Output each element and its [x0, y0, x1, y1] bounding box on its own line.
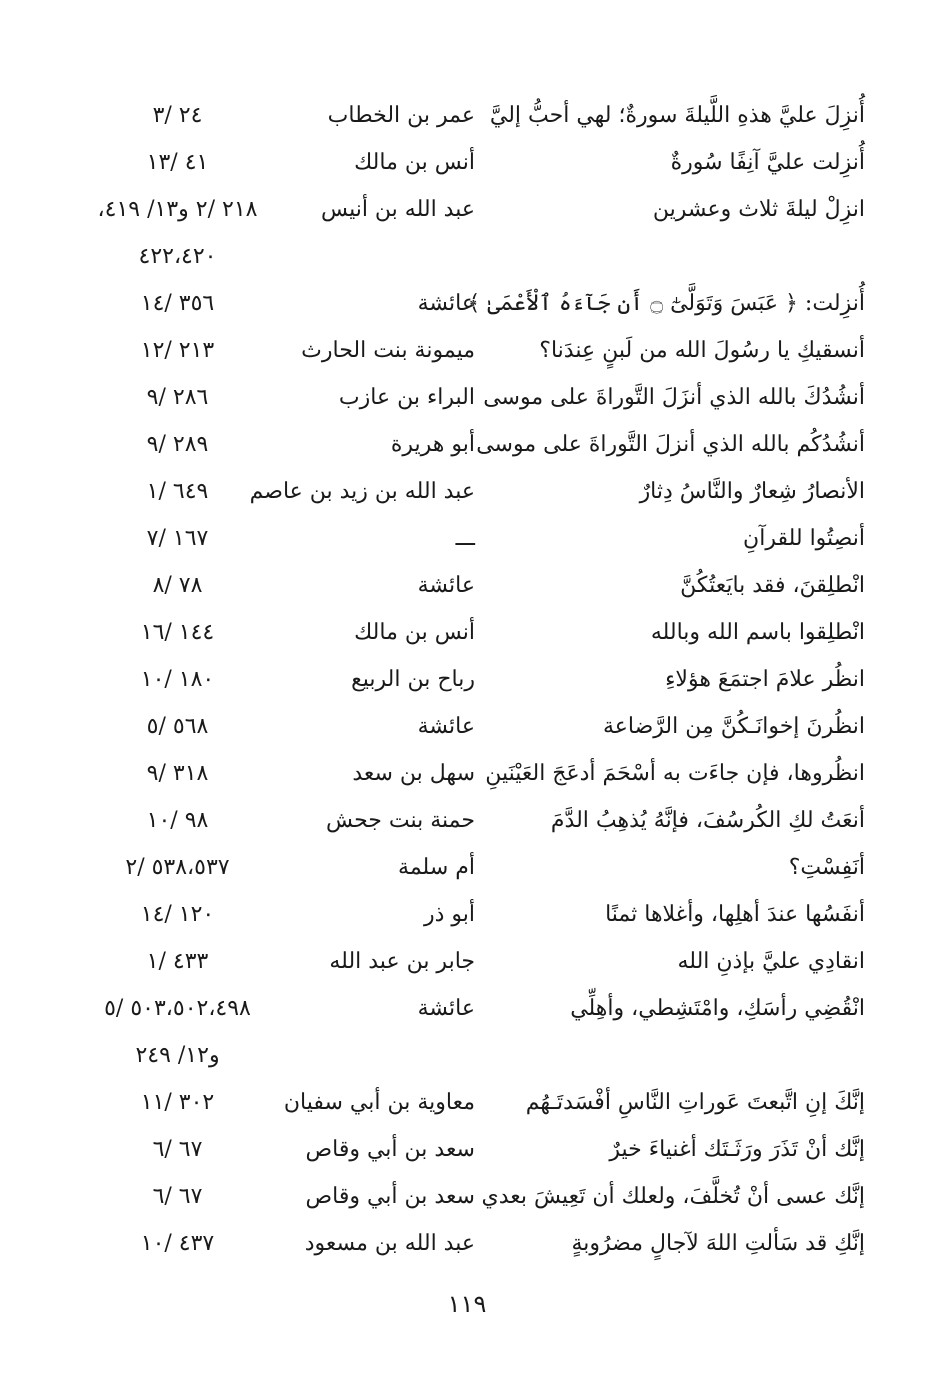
index-row — [80, 186, 865, 233]
hadith-text: انظُروها، فإن جاءَت به أسْحَمَ أدعَجَ العَيْنَينِ — [485, 761, 865, 786]
hadith-text: أنصِتُوا للقرآنِ — [743, 526, 865, 551]
volume-page-reference: ٢١٨ /٢ و١٣/ ٤١٩، — [97, 197, 258, 222]
volume-page-reference: ٥٣٨،٥٣٧ /٢ — [125, 855, 230, 880]
narrator-name: عبد الله بن مسعود — [304, 1231, 475, 1256]
volume-page-reference: ١٢٠ /١٤ — [140, 902, 215, 927]
volume-page-reference: ٣٥٦ /١٤ — [140, 291, 215, 316]
volume-page-reference: ٣٠٢ /١١ — [140, 1090, 215, 1115]
index-row — [80, 750, 865, 797]
hadith-text — [475, 1032, 865, 1079]
narrator-name — [275, 233, 475, 280]
volume-page-reference: ٢٨٦ /٩ — [146, 385, 209, 410]
volume-page-reference: ١٦٧ /٧ — [146, 526, 209, 551]
volume-page-reference: ٢٨٩ /٩ — [146, 432, 209, 457]
volume-page-reference: ٥٦٨ /٥ — [146, 714, 209, 739]
index-row — [80, 891, 865, 938]
hadith-text: أنَفِسْتِ؟ — [788, 855, 865, 880]
hadith-text: انزِلْ ليلةَ ثلاث وعشرين — [652, 197, 865, 222]
index-row — [80, 233, 865, 280]
hadith-text: الأنصارُ شِعارٌ والنَّاسُ دِثارٌ — [639, 479, 865, 504]
index-row — [80, 1079, 865, 1126]
narrator-name: سهل بن سعد — [352, 761, 475, 786]
hadith-text: إنَّكَ إنِ اتَّبعتَ عَوراتِ النَّاسِ أفْسَدتَـهُم — [525, 1090, 865, 1115]
hadith-text: إنَّك أنْ تَذَرَ ورَثَـتَك أغنياءَ خيرٌ — [609, 1137, 865, 1162]
hadith-text: أنسقيكِ يا رسُولَ الله من لَبنٍ عِندَنا؟ — [539, 338, 865, 363]
narrator-name: رباح بن الربيع — [351, 667, 475, 692]
hadith-text: أنفَسُها عندَ أهلِها، وأغلاها ثمنًا — [605, 902, 865, 927]
volume-page-reference: ٣١٨ /٩ — [146, 761, 209, 786]
narrator-name: عبد الله بن أنيس — [321, 197, 475, 222]
hadith-text: أُنزِلت: ﴿ عَبَسَ وَتَوَلَّىٰٓ ۝ أَن جَآءَهُ ٱلْأَعْمَىٰ ﴾ — [467, 291, 865, 316]
volume-page-reference: ٢١٣ /١٢ — [140, 338, 215, 363]
narrator-name: أنس بن مالك — [354, 620, 475, 645]
index-row — [80, 1220, 865, 1267]
index-row — [80, 515, 865, 562]
narrator-name: ـــ — [455, 526, 475, 551]
index-row — [80, 562, 865, 609]
hadith-text: انْطلِقوا باسم الله وبالله — [650, 620, 865, 645]
hadith-text: إنَّكِ قد سَألتِ اللهَ لآجالٍ مضرُوبةٍ — [571, 1231, 865, 1256]
narrator-name: عائشة — [417, 714, 475, 739]
volume-page-reference: ٥٠٣،٥٠٢،٤٩٨ /٥ — [104, 996, 251, 1021]
hadith-text — [475, 233, 865, 280]
narrator-name: أنس بن مالك — [354, 150, 475, 175]
narrator-name: عبد الله بن زيد بن عاصم — [249, 479, 475, 504]
index-row — [80, 609, 865, 656]
narrator-name: سعد بن أبي وقاص — [305, 1137, 475, 1162]
index-row — [80, 92, 865, 139]
hadith-text: انظُرنَ إخوانَـكُنَّ مِن الرَّضاعة — [602, 714, 865, 739]
index-row — [80, 797, 865, 844]
index-row — [80, 1126, 865, 1173]
index-row — [80, 468, 865, 515]
hadith-text: أُنزِلت عليَّ آنِفًا سُورةٌ — [670, 150, 865, 175]
volume-page-reference: ٤٣٣ /١ — [146, 949, 209, 974]
index-row — [80, 139, 865, 186]
volume-page-reference: ٩٨ /١٠ — [146, 808, 209, 833]
index-row — [80, 985, 865, 1032]
volume-page-reference: ٦٧ /٦ — [152, 1137, 203, 1162]
narrator-name: سعد بن أبي وقاص — [305, 1184, 475, 1209]
narrator-name: معاوية بن أبي سفيان — [283, 1090, 475, 1115]
hadith-index-table — [80, 92, 865, 1267]
hadith-text: أنشُدُكُم بالله الذي أنزلَ التَّوراةَ على موسى — [476, 432, 865, 457]
narrator-name: عائشة — [417, 291, 475, 316]
volume-page-reference: ٢٤ /٣ — [152, 103, 203, 128]
narrator-name: عائشة — [417, 996, 475, 1021]
narrator-name: جابر بن عبد الله — [329, 949, 475, 974]
hadith-text: أُنزِلَ عليَّ هذهِ اللَّيلةَ سورةٌ؛ لهي أحبُّ إليَّ — [489, 103, 865, 128]
hadith-text: انقادِي عليَّ بإذنِ الله — [677, 949, 865, 974]
volume-page-reference: ٤١ /١٣ — [146, 150, 209, 175]
narrator-name: عائشة — [417, 573, 475, 598]
index-row — [80, 280, 865, 327]
index-row — [80, 1173, 865, 1220]
hadith-text: انْقُضِي رأسَكِ، وامْتَشِطي، وأهِلِّي — [570, 996, 865, 1021]
hadith-text: انظُر علامَ اجتمَعَ هؤلاءِ — [665, 667, 865, 692]
index-row — [80, 374, 865, 421]
narrator-name: أم سلمة — [398, 855, 475, 880]
volume-page-reference: ١٨٠ /١٠ — [140, 667, 215, 692]
index-row — [80, 327, 865, 374]
page-number: ١١٩ — [447, 1290, 487, 1318]
index-row — [80, 1032, 865, 1079]
hadith-text: إنَّك عسى أنْ تُخلَّفَ، ولعلك أن تَعِيشَ بعدي — [481, 1184, 865, 1209]
volume-page-reference: ٤٢٢،٤٢٠ — [138, 244, 217, 269]
hadith-text: أنعَتُ لكِ الكُرسُفَ، فإنَّهُ يُذهِبُ الدَّمَ — [550, 808, 865, 833]
volume-page-reference: ٦٧ /٦ — [152, 1184, 203, 1209]
narrator-name: ميمونة بنت الحارث — [301, 338, 475, 363]
narrator-name: حمنة بنت جحش — [326, 808, 475, 833]
index-row — [80, 844, 865, 891]
volume-page-reference: ١٤٤ /١٦ — [140, 620, 215, 645]
hadith-text: انْطلِقنَ، فقد بايَعتُكُنَّ — [680, 573, 865, 598]
volume-page-reference: و١٢/ ٢٤٩ — [135, 1043, 220, 1068]
volume-page-reference: ٦٤٩ /١ — [146, 479, 209, 504]
hadith-text: أنشُدُكَ بالله الذي أنزَلَ التَّوراةَ على موسى — [483, 385, 865, 410]
narrator-name: أبو هريرة — [390, 432, 475, 457]
index-row — [80, 656, 865, 703]
narrator-name: عمر بن الخطاب — [327, 103, 475, 128]
narrator-name — [275, 1032, 475, 1079]
narrator-name: أبو ذر — [423, 902, 475, 927]
narrator-name: البراء بن عازب — [338, 385, 475, 410]
index-row — [80, 703, 865, 750]
index-row — [80, 421, 865, 468]
volume-page-reference: ٤٣٧ /١٠ — [140, 1231, 215, 1256]
index-row — [80, 938, 865, 985]
volume-page-reference: ٧٨ /٨ — [152, 573, 203, 598]
